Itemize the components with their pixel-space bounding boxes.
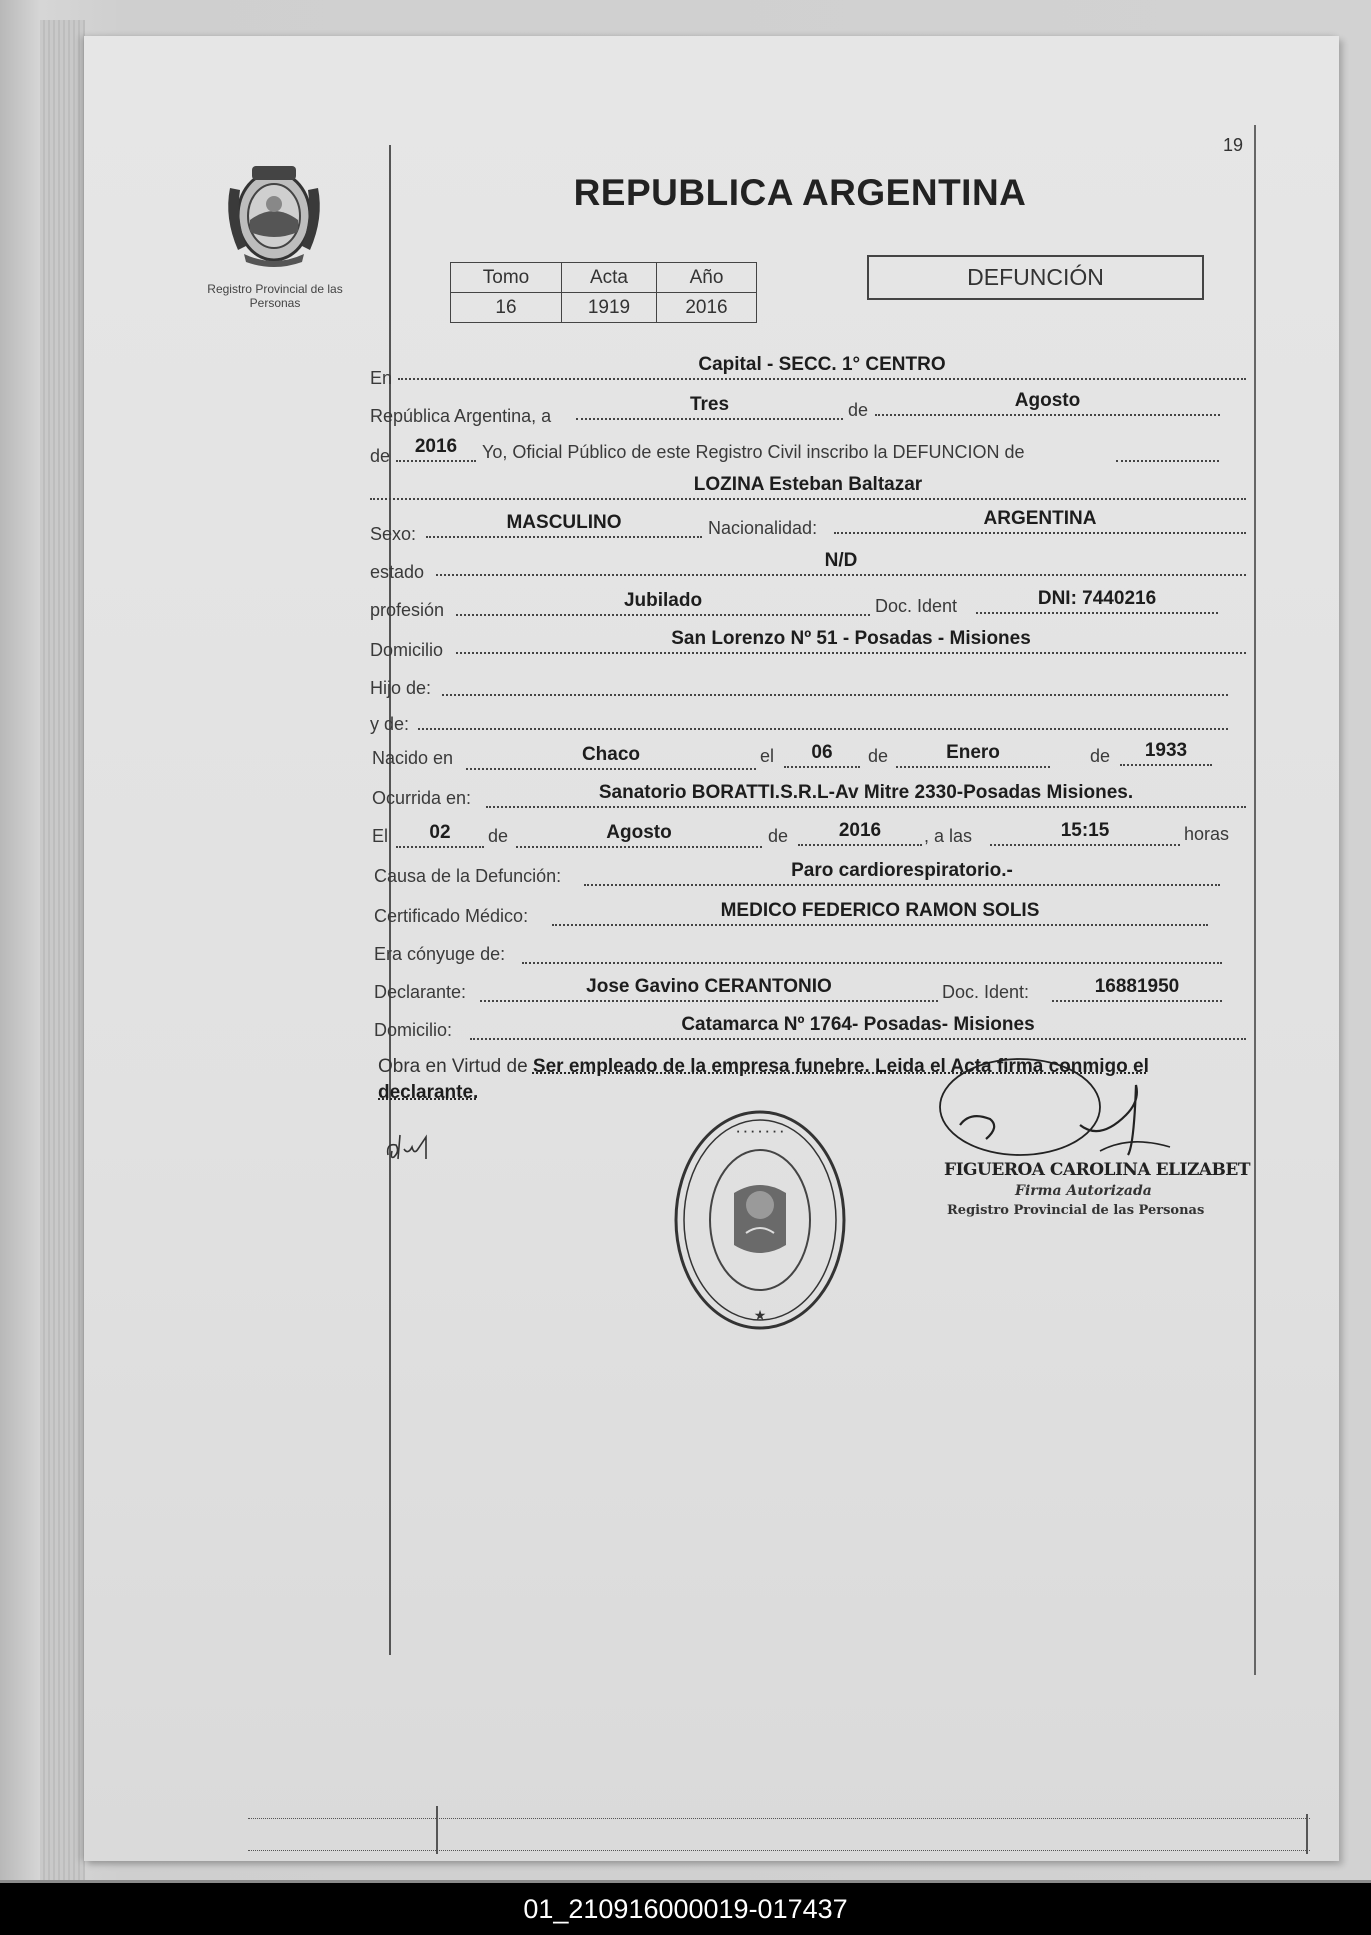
field-obra-virtud: Ser empleado de la empresa funebre. Leida el Acta firma conmigo el declarante.: [378, 1056, 1149, 1103]
header-anio: Año: [657, 263, 757, 293]
header-acta: Acta: [562, 263, 657, 293]
margin-line-right: [1254, 125, 1256, 1675]
registry-caption: Registro Provincial de las Personas: [207, 282, 343, 310]
field-domicilio: San Lorenzo Nº 51 - Posadas - Misiones: [456, 628, 1246, 654]
page-number: 19: [1223, 135, 1244, 155]
field-declarante: Jose Gavino CERANTONIO: [480, 976, 938, 1002]
field-declarante-domicilio: Catamarca Nº 1764- Posadas- Misiones: [470, 1014, 1246, 1040]
field-estado: N/D: [436, 550, 1246, 576]
label-el: el: [760, 746, 775, 766]
footer-line: [248, 1818, 1310, 1819]
label-doc-ident-declarante: Doc. Ident:: [942, 982, 1030, 1002]
field-def-anio: 2016: [798, 820, 922, 846]
field-nac-anio: 1933: [1120, 740, 1212, 766]
label-doc-ident: Doc. Ident: [875, 596, 958, 616]
field-dia: Tres: [576, 394, 843, 420]
label-domicilio: Domicilio: [370, 640, 444, 660]
label-estado: estado: [370, 562, 425, 582]
footer-lines: [248, 1806, 1310, 1854]
footer-line: [248, 1850, 1310, 1851]
scan-id-bar: 01_210916000019-017437: [0, 1883, 1371, 1935]
field-declarante-doc: 16881950: [1052, 976, 1222, 1002]
document-type-box: DEFUNCIÓN: [867, 255, 1204, 300]
value-acta: 1919: [562, 293, 657, 323]
field-nac-mes: Enero: [896, 742, 1050, 768]
signer-name: FIGUEROA CAROLINA ELIZABET: [944, 1160, 1251, 1180]
label-de-def-anio: de: [768, 826, 789, 846]
page-stack-edge: [40, 20, 85, 1880]
field-y-de: [418, 704, 1228, 730]
field-profesion: Jubilado: [456, 590, 870, 616]
field-causa: Paro cardiorespiratorio.-: [584, 860, 1220, 886]
label-nacionalidad: Nacionalidad:: [708, 518, 818, 538]
svg-text:· · · · · · ·: · · · · · · ·: [736, 1127, 784, 1138]
field-ocurrida-en: Sanatorio BORATTI.S.R.L-Av Mitre 2330-Posadas Misiones.: [486, 782, 1246, 808]
field-doc-ident: DNI: 7440216: [976, 588, 1218, 614]
label-ocurrida-en: Ocurrida en:: [372, 788, 472, 808]
footer-divider: [436, 1806, 438, 1854]
handwritten-initials-icon: [382, 1125, 452, 1165]
label-declarante: Declarante:: [374, 982, 467, 1002]
label-certificado: Certificado Médico:: [374, 906, 529, 926]
label-de: de: [848, 400, 869, 420]
field-conyuge: [522, 938, 1222, 964]
label-nacido-en: Nacido en: [372, 748, 454, 768]
official-seal-icon: [668, 1105, 853, 1335]
field-certificado: MEDICO FEDERICO RAMON SOLIS: [552, 900, 1208, 926]
value-anio: 2016: [657, 293, 757, 323]
label-de-nac-mes: de: [868, 746, 889, 766]
value-tomo: 16: [451, 293, 562, 323]
label-sexo: Sexo:: [370, 524, 417, 544]
label-causa: Causa de la Defunción:: [374, 866, 562, 886]
label-en: En: [370, 368, 393, 388]
table-row: [451, 293, 757, 323]
table-row: [451, 263, 757, 293]
field-def-mes: Agosto: [516, 822, 762, 848]
field-sexo: MASCULINO: [426, 512, 702, 538]
field-mes: Agosto: [875, 390, 1220, 416]
header-tomo: Tomo: [451, 263, 562, 293]
intro-text: Yo, Oficial Público de este Registro Civil inscribo la DEFUNCION de: [482, 442, 1025, 462]
signer-role: Firma Autorizada: [1015, 1183, 1152, 1199]
label-obra: Obra en Virtud de: [378, 1056, 528, 1077]
field-def-hora: 15:15: [990, 820, 1180, 846]
label-de-nac-anio: de: [1090, 746, 1111, 766]
label-de-def-mes: de: [488, 826, 509, 846]
field-nac-dia: 06: [784, 742, 860, 768]
field-intro-blank: [1116, 436, 1219, 462]
label-y-de: y de:: [370, 714, 410, 734]
registry-table: [450, 262, 757, 323]
field-hijo-de: [442, 670, 1228, 696]
label-el-def: El: [372, 826, 389, 846]
field-nombre: LOZINA Esteban Baltazar: [370, 474, 1246, 500]
footer-divider: [1306, 1814, 1308, 1854]
field-lugar: Capital - SECC. 1° CENTRO: [398, 354, 1246, 380]
field-def-dia: 02: [396, 822, 484, 848]
label-horas: horas: [1184, 824, 1230, 844]
document-title: REPUBLICA ARGENTINA: [573, 172, 1027, 213]
signer-office: Registro Provincial de las Personas: [947, 1203, 1205, 1218]
field-nacido-en: Chaco: [466, 744, 756, 770]
label-profesion: profesión: [370, 600, 445, 620]
label-de-anio: de: [370, 446, 391, 466]
label-republica: República Argentina, a: [370, 406, 552, 426]
label-hijo-de: Hijo de:: [370, 678, 432, 698]
svg-text:★: ★: [753, 1308, 767, 1324]
label-conyuge: Era cónyuge de:: [374, 944, 506, 964]
label-a-las: , a las: [924, 826, 973, 846]
misiones-emblem-icon: [222, 158, 326, 270]
field-nacionalidad: ARGENTINA: [834, 508, 1246, 534]
signature-icon: [930, 1055, 1190, 1175]
label-domicilio-declarante: Domicilio:: [374, 1020, 453, 1040]
field-anio: 2016: [396, 436, 476, 462]
